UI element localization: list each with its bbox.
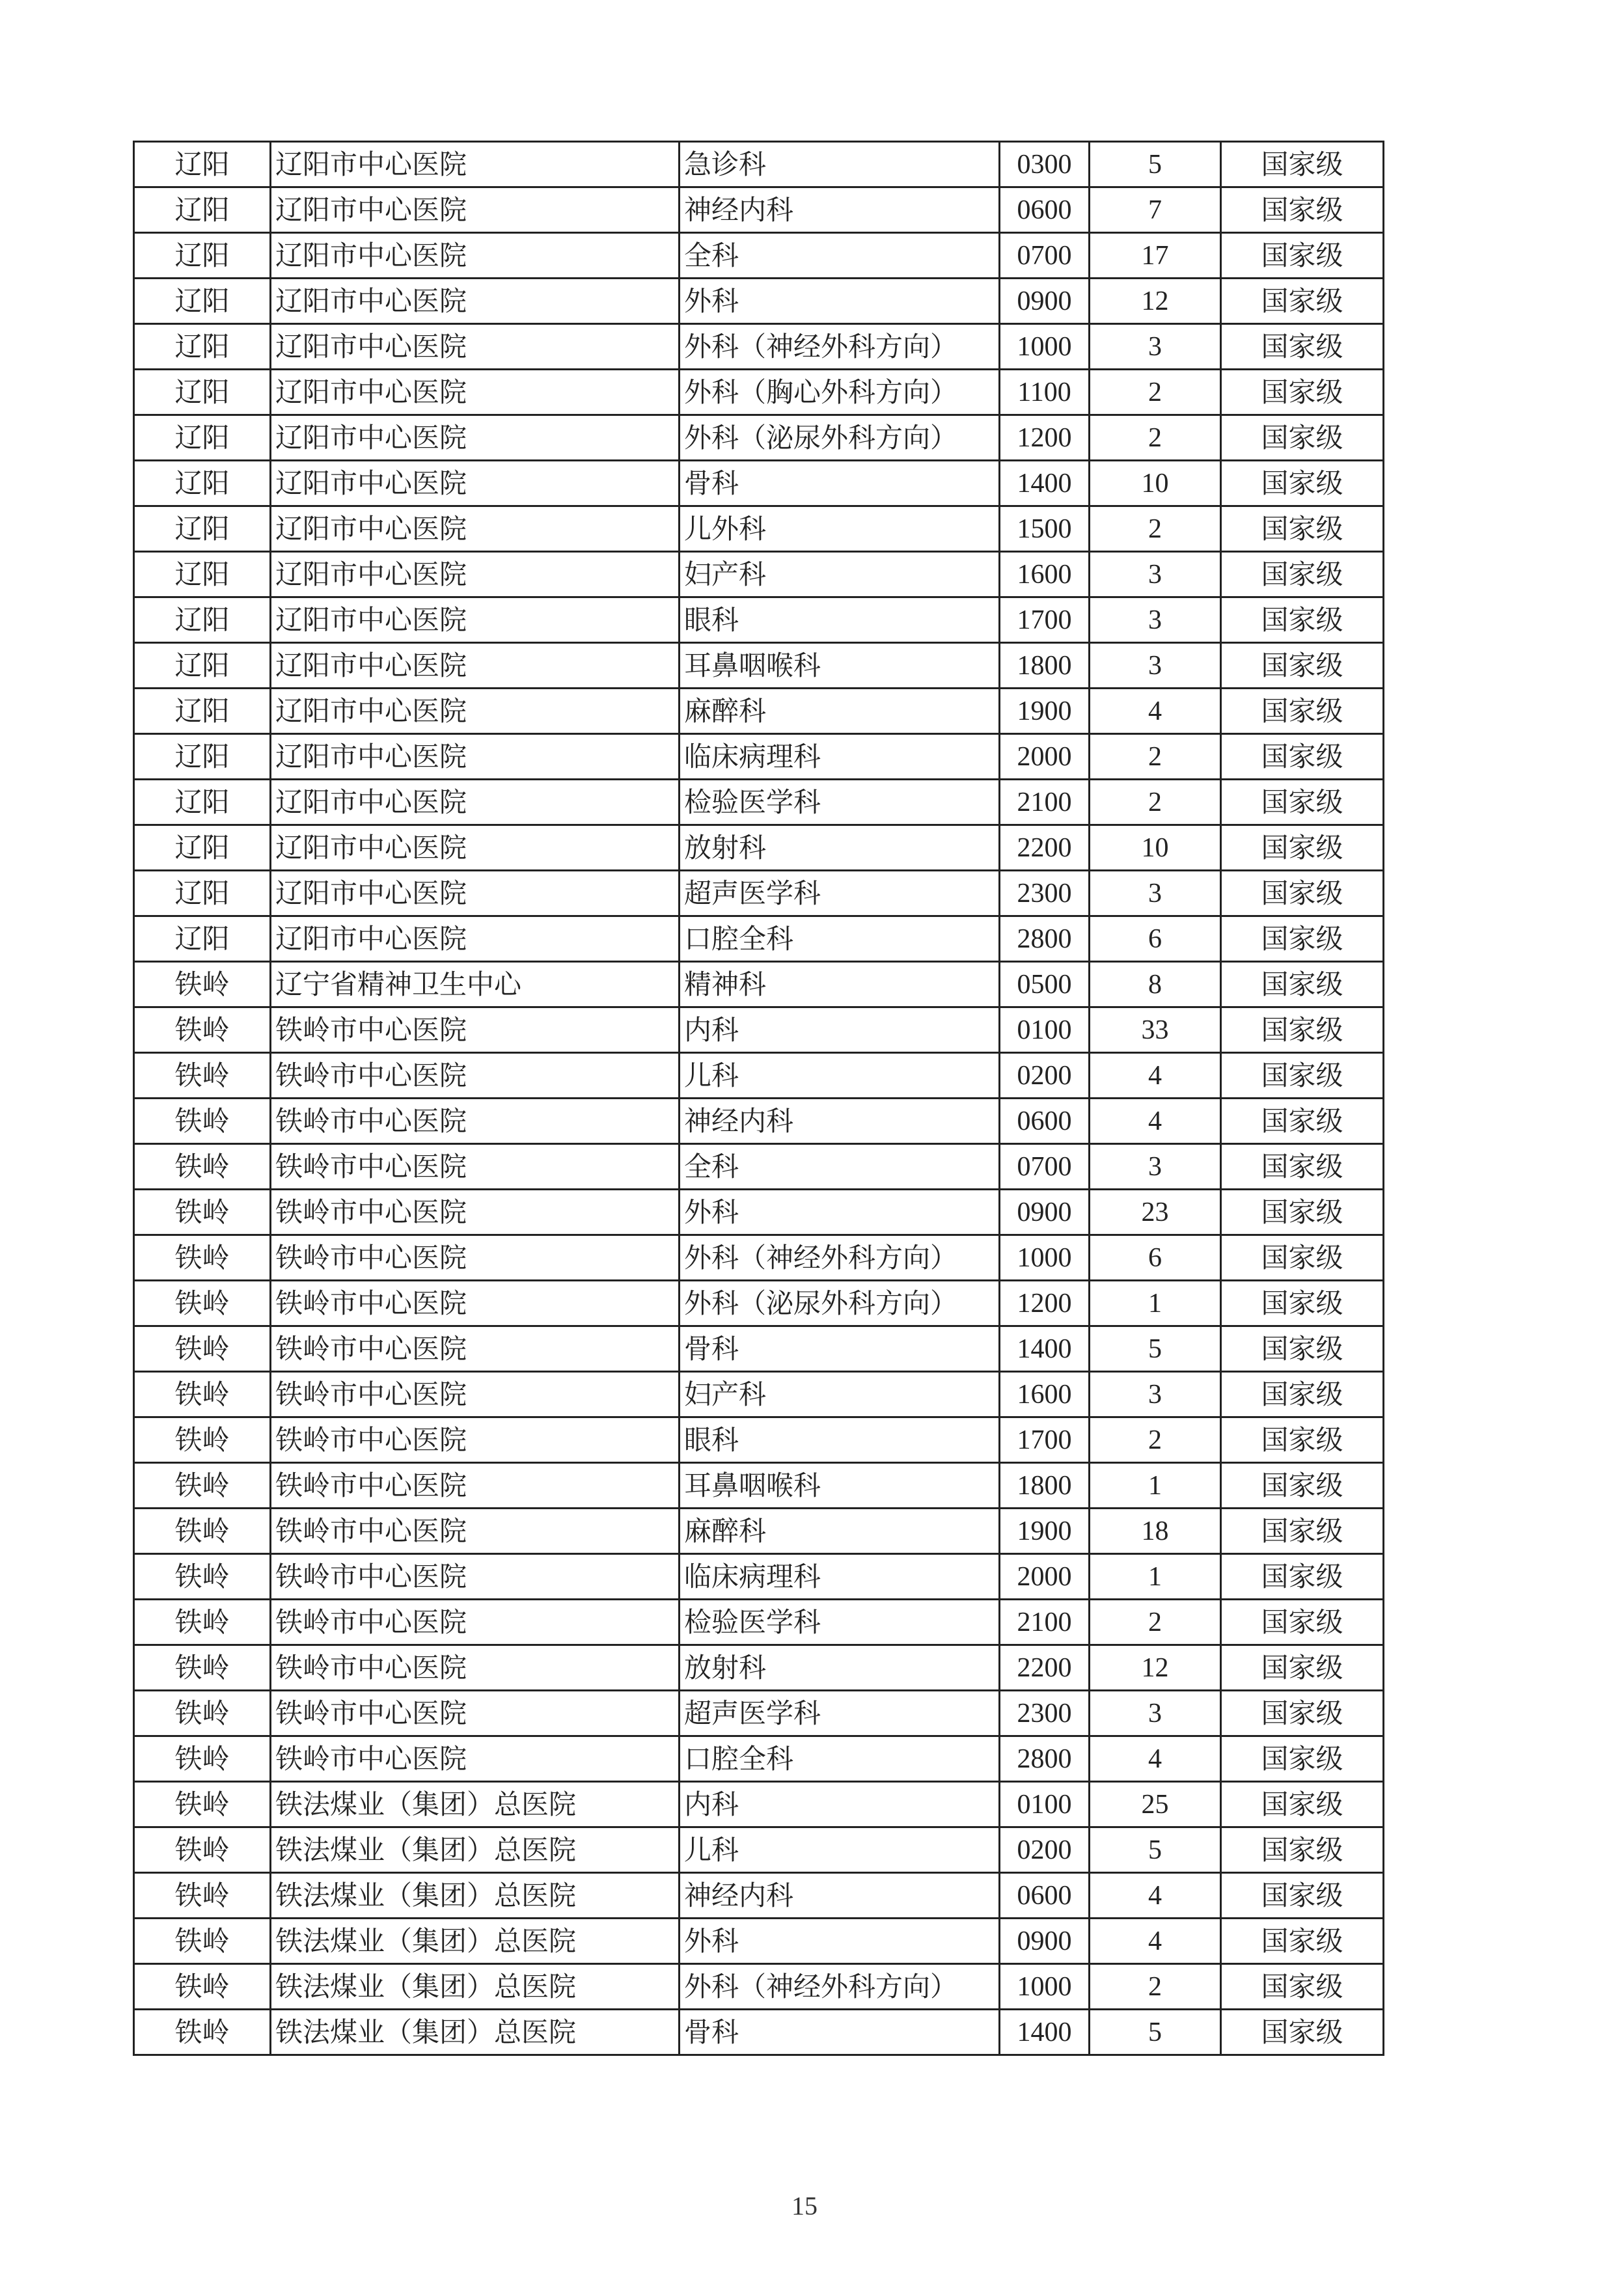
table-row bbox=[134, 1190, 1384, 1235]
quota-cell: 18 bbox=[1090, 1509, 1221, 1554]
code-cell: 1600 bbox=[1000, 552, 1090, 597]
department-cell: 临床病理科 bbox=[680, 1554, 1000, 1600]
city-cell: 铁岭 bbox=[134, 1509, 271, 1554]
hospital-cell: 辽阳市中心医院 bbox=[271, 597, 680, 643]
quota-cell: 5 bbox=[1090, 1326, 1221, 1372]
city-cell: 铁岭 bbox=[134, 1782, 271, 1827]
department-cell: 外科（神经外科方向） bbox=[680, 1235, 1000, 1281]
hospital-cell: 铁法煤业（集团）总医院 bbox=[271, 1919, 680, 1964]
hospital-cell: 铁法煤业（集团）总医院 bbox=[271, 1782, 680, 1827]
city-cell: 辽阳 bbox=[134, 597, 271, 643]
table-row bbox=[134, 1600, 1384, 1645]
code-cell: 2100 bbox=[1000, 1600, 1090, 1645]
hospital-cell: 铁岭市中心医院 bbox=[271, 1554, 680, 1600]
level-cell: 国家级 bbox=[1221, 1691, 1384, 1736]
hospital-cell: 辽阳市中心医院 bbox=[271, 506, 680, 552]
table-row bbox=[134, 1827, 1384, 1873]
quota-cell: 3 bbox=[1090, 552, 1221, 597]
quota-cell: 17 bbox=[1090, 233, 1221, 279]
table-row bbox=[134, 1099, 1384, 1144]
department-cell: 儿外科 bbox=[680, 506, 1000, 552]
city-cell: 铁岭 bbox=[134, 1281, 271, 1326]
quota-cell: 5 bbox=[1090, 1827, 1221, 1873]
quota-cell: 6 bbox=[1090, 1235, 1221, 1281]
table-row bbox=[134, 643, 1384, 689]
department-cell: 神经内科 bbox=[680, 187, 1000, 233]
quota-cell: 2 bbox=[1090, 370, 1221, 415]
level-cell: 国家级 bbox=[1221, 1235, 1384, 1281]
table-row bbox=[134, 597, 1384, 643]
city-cell: 辽阳 bbox=[134, 916, 271, 962]
level-cell: 国家级 bbox=[1221, 1417, 1384, 1463]
level-cell: 国家级 bbox=[1221, 597, 1384, 643]
table-row bbox=[134, 552, 1384, 597]
city-cell: 铁岭 bbox=[134, 1736, 271, 1782]
city-cell: 辽阳 bbox=[134, 734, 271, 780]
hospital-cell: 辽阳市中心医院 bbox=[271, 734, 680, 780]
code-cell: 0900 bbox=[1000, 1190, 1090, 1235]
hospital-cell: 辽阳市中心医院 bbox=[271, 552, 680, 597]
table-row bbox=[134, 1919, 1384, 1964]
city-cell: 铁岭 bbox=[134, 1873, 271, 1919]
code-cell: 1800 bbox=[1000, 643, 1090, 689]
table-row bbox=[134, 1509, 1384, 1554]
code-cell: 0700 bbox=[1000, 233, 1090, 279]
department-cell: 妇产科 bbox=[680, 1372, 1000, 1417]
department-cell: 超声医学科 bbox=[680, 871, 1000, 916]
code-cell: 0100 bbox=[1000, 1782, 1090, 1827]
quota-cell: 1 bbox=[1090, 1463, 1221, 1509]
city-cell: 铁岭 bbox=[134, 1417, 271, 1463]
department-cell: 内科 bbox=[680, 1007, 1000, 1053]
city-cell: 铁岭 bbox=[134, 1190, 271, 1235]
table-row bbox=[134, 1554, 1384, 1600]
table-row bbox=[134, 1144, 1384, 1190]
department-cell: 全科 bbox=[680, 233, 1000, 279]
quota-cell: 10 bbox=[1090, 825, 1221, 871]
hospital-cell: 辽阳市中心医院 bbox=[271, 370, 680, 415]
level-cell: 国家级 bbox=[1221, 1827, 1384, 1873]
code-cell: 1400 bbox=[1000, 2010, 1090, 2055]
quota-cell: 6 bbox=[1090, 916, 1221, 962]
city-cell: 铁岭 bbox=[134, 962, 271, 1007]
quota-cell: 2 bbox=[1090, 1964, 1221, 2010]
department-cell: 口腔全科 bbox=[680, 1736, 1000, 1782]
table-row bbox=[134, 871, 1384, 916]
department-cell: 麻醉科 bbox=[680, 689, 1000, 734]
level-cell: 国家级 bbox=[1221, 916, 1384, 962]
hospital-cell: 铁岭市中心医院 bbox=[271, 1509, 680, 1554]
level-cell: 国家级 bbox=[1221, 506, 1384, 552]
hospital-cell: 铁岭市中心医院 bbox=[271, 1053, 680, 1099]
department-cell: 妇产科 bbox=[680, 552, 1000, 597]
code-cell: 1500 bbox=[1000, 506, 1090, 552]
level-cell: 国家级 bbox=[1221, 1326, 1384, 1372]
table-row bbox=[134, 916, 1384, 962]
department-cell: 全科 bbox=[680, 1144, 1000, 1190]
code-cell: 0200 bbox=[1000, 1827, 1090, 1873]
department-cell: 骨科 bbox=[680, 1326, 1000, 1372]
table-row bbox=[134, 1736, 1384, 1782]
quota-cell: 8 bbox=[1090, 962, 1221, 1007]
hospital-cell: 铁岭市中心医院 bbox=[271, 1372, 680, 1417]
table-body bbox=[134, 142, 1384, 2055]
code-cell: 1900 bbox=[1000, 1509, 1090, 1554]
code-cell: 1700 bbox=[1000, 597, 1090, 643]
quota-cell: 3 bbox=[1090, 1144, 1221, 1190]
hospital-cell: 铁岭市中心医院 bbox=[271, 1417, 680, 1463]
level-cell: 国家级 bbox=[1221, 962, 1384, 1007]
level-cell: 国家级 bbox=[1221, 1873, 1384, 1919]
city-cell: 辽阳 bbox=[134, 552, 271, 597]
code-cell: 1000 bbox=[1000, 324, 1090, 370]
hospital-cell: 辽阳市中心医院 bbox=[271, 187, 680, 233]
department-cell: 内科 bbox=[680, 1782, 1000, 1827]
department-cell: 外科（神经外科方向） bbox=[680, 324, 1000, 370]
department-cell: 麻醉科 bbox=[680, 1509, 1000, 1554]
quota-cell: 2 bbox=[1090, 1417, 1221, 1463]
code-cell: 2200 bbox=[1000, 1645, 1090, 1691]
table-row bbox=[134, 187, 1384, 233]
hospital-cell: 辽阳市中心医院 bbox=[271, 643, 680, 689]
city-cell: 辽阳 bbox=[134, 370, 271, 415]
department-cell: 眼科 bbox=[680, 597, 1000, 643]
code-cell: 1600 bbox=[1000, 1372, 1090, 1417]
code-cell: 2300 bbox=[1000, 1691, 1090, 1736]
hospital-cell: 辽阳市中心医院 bbox=[271, 324, 680, 370]
quota-cell: 3 bbox=[1090, 1691, 1221, 1736]
level-cell: 国家级 bbox=[1221, 780, 1384, 825]
level-cell: 国家级 bbox=[1221, 1600, 1384, 1645]
table-row bbox=[134, 825, 1384, 871]
table-row bbox=[134, 1326, 1384, 1372]
table-row bbox=[134, 415, 1384, 461]
table-row bbox=[134, 1417, 1384, 1463]
city-cell: 辽阳 bbox=[134, 415, 271, 461]
level-cell: 国家级 bbox=[1221, 461, 1384, 506]
level-cell: 国家级 bbox=[1221, 734, 1384, 780]
city-cell: 辽阳 bbox=[134, 643, 271, 689]
level-cell: 国家级 bbox=[1221, 142, 1384, 187]
department-cell: 骨科 bbox=[680, 461, 1000, 506]
city-cell: 辽阳 bbox=[134, 825, 271, 871]
code-cell: 0100 bbox=[1000, 1007, 1090, 1053]
city-cell: 辽阳 bbox=[134, 780, 271, 825]
quota-cell: 2 bbox=[1090, 780, 1221, 825]
quota-cell: 2 bbox=[1090, 415, 1221, 461]
code-cell: 1900 bbox=[1000, 689, 1090, 734]
level-cell: 国家级 bbox=[1221, 370, 1384, 415]
city-cell: 铁岭 bbox=[134, 1827, 271, 1873]
table-row bbox=[134, 142, 1384, 187]
code-cell: 0200 bbox=[1000, 1053, 1090, 1099]
table-row bbox=[134, 1873, 1384, 1919]
quota-cell: 33 bbox=[1090, 1007, 1221, 1053]
table-row bbox=[134, 1281, 1384, 1326]
city-cell: 铁岭 bbox=[134, 1600, 271, 1645]
quota-cell: 12 bbox=[1090, 1645, 1221, 1691]
level-cell: 国家级 bbox=[1221, 1964, 1384, 2010]
level-cell: 国家级 bbox=[1221, 643, 1384, 689]
table-row bbox=[134, 1053, 1384, 1099]
quota-cell: 2 bbox=[1090, 734, 1221, 780]
quota-cell: 3 bbox=[1090, 871, 1221, 916]
hospital-cell: 铁岭市中心医院 bbox=[271, 1463, 680, 1509]
quota-cell: 4 bbox=[1090, 1099, 1221, 1144]
city-cell: 辽阳 bbox=[134, 461, 271, 506]
department-cell: 外科 bbox=[680, 279, 1000, 324]
level-cell: 国家级 bbox=[1221, 1281, 1384, 1326]
city-cell: 铁岭 bbox=[134, 1007, 271, 1053]
city-cell: 铁岭 bbox=[134, 1372, 271, 1417]
table-row bbox=[134, 233, 1384, 279]
department-cell: 骨科 bbox=[680, 2010, 1000, 2055]
code-cell: 1400 bbox=[1000, 1326, 1090, 1372]
city-cell: 铁岭 bbox=[134, 1326, 271, 1372]
quota-cell: 4 bbox=[1090, 1736, 1221, 1782]
hospital-cell: 辽阳市中心医院 bbox=[271, 279, 680, 324]
code-cell: 1000 bbox=[1000, 1235, 1090, 1281]
code-cell: 0600 bbox=[1000, 1873, 1090, 1919]
table-row bbox=[134, 1782, 1384, 1827]
level-cell: 国家级 bbox=[1221, 279, 1384, 324]
department-cell: 急诊科 bbox=[680, 142, 1000, 187]
level-cell: 国家级 bbox=[1221, 1372, 1384, 1417]
code-cell: 0900 bbox=[1000, 1919, 1090, 1964]
code-cell: 1100 bbox=[1000, 370, 1090, 415]
quota-cell: 2 bbox=[1090, 1600, 1221, 1645]
table-row bbox=[134, 1235, 1384, 1281]
table-row bbox=[134, 324, 1384, 370]
level-cell: 国家级 bbox=[1221, 1554, 1384, 1600]
table-row bbox=[134, 1007, 1384, 1053]
hospital-cell: 铁法煤业（集团）总医院 bbox=[271, 1964, 680, 2010]
department-cell: 检验医学科 bbox=[680, 780, 1000, 825]
department-cell: 精神科 bbox=[680, 962, 1000, 1007]
quota-cell: 1 bbox=[1090, 1554, 1221, 1600]
table-row bbox=[134, 962, 1384, 1007]
code-cell: 2100 bbox=[1000, 780, 1090, 825]
hospital-cell: 铁岭市中心医院 bbox=[271, 1736, 680, 1782]
code-cell: 1000 bbox=[1000, 1964, 1090, 2010]
quota-cell: 5 bbox=[1090, 2010, 1221, 2055]
city-cell: 铁岭 bbox=[134, 1235, 271, 1281]
level-cell: 国家级 bbox=[1221, 825, 1384, 871]
table-row bbox=[134, 780, 1384, 825]
department-cell: 外科（泌尿外科方向） bbox=[680, 1281, 1000, 1326]
hospital-cell: 铁岭市中心医院 bbox=[271, 1235, 680, 1281]
code-cell: 1400 bbox=[1000, 461, 1090, 506]
level-cell: 国家级 bbox=[1221, 2010, 1384, 2055]
city-cell: 辽阳 bbox=[134, 689, 271, 734]
code-cell: 0900 bbox=[1000, 279, 1090, 324]
code-cell: 1200 bbox=[1000, 1281, 1090, 1326]
hospital-cell: 辽阳市中心医院 bbox=[271, 825, 680, 871]
hospital-cell: 铁岭市中心医院 bbox=[271, 1645, 680, 1691]
code-cell: 2800 bbox=[1000, 916, 1090, 962]
hospital-cell: 辽阳市中心医院 bbox=[271, 780, 680, 825]
department-cell: 耳鼻咽喉科 bbox=[680, 1463, 1000, 1509]
code-cell: 2200 bbox=[1000, 825, 1090, 871]
code-cell: 2000 bbox=[1000, 1554, 1090, 1600]
city-cell: 辽阳 bbox=[134, 324, 271, 370]
city-cell: 铁岭 bbox=[134, 1463, 271, 1509]
department-cell: 眼科 bbox=[680, 1417, 1000, 1463]
code-cell: 0600 bbox=[1000, 187, 1090, 233]
department-cell: 外科 bbox=[680, 1190, 1000, 1235]
quota-cell: 10 bbox=[1090, 461, 1221, 506]
table-row bbox=[134, 1964, 1384, 2010]
level-cell: 国家级 bbox=[1221, 1463, 1384, 1509]
department-cell: 外科（神经外科方向） bbox=[680, 1964, 1000, 2010]
code-cell: 2000 bbox=[1000, 734, 1090, 780]
hospital-cell: 铁法煤业（集团）总医院 bbox=[271, 2010, 680, 2055]
level-cell: 国家级 bbox=[1221, 1053, 1384, 1099]
hospital-cell: 辽阳市中心医院 bbox=[271, 871, 680, 916]
hospital-cell: 铁岭市中心医院 bbox=[271, 1144, 680, 1190]
table-row bbox=[134, 1645, 1384, 1691]
code-cell: 0700 bbox=[1000, 1144, 1090, 1190]
department-cell: 外科 bbox=[680, 1919, 1000, 1964]
page-number: 15 bbox=[791, 2191, 818, 2221]
hospital-cell: 铁岭市中心医院 bbox=[271, 1600, 680, 1645]
table-row bbox=[134, 689, 1384, 734]
department-cell: 儿科 bbox=[680, 1827, 1000, 1873]
quota-cell: 25 bbox=[1090, 1782, 1221, 1827]
city-cell: 铁岭 bbox=[134, 2010, 271, 2055]
code-cell: 1700 bbox=[1000, 1417, 1090, 1463]
level-cell: 国家级 bbox=[1221, 552, 1384, 597]
level-cell: 国家级 bbox=[1221, 1736, 1384, 1782]
code-cell: 0300 bbox=[1000, 142, 1090, 187]
level-cell: 国家级 bbox=[1221, 1782, 1384, 1827]
department-cell: 神经内科 bbox=[680, 1099, 1000, 1144]
table-row bbox=[134, 2010, 1384, 2055]
code-cell: 1800 bbox=[1000, 1463, 1090, 1509]
code-cell: 2300 bbox=[1000, 871, 1090, 916]
level-cell: 国家级 bbox=[1221, 187, 1384, 233]
quota-cell: 4 bbox=[1090, 689, 1221, 734]
city-cell: 辽阳 bbox=[134, 506, 271, 552]
table-row bbox=[134, 1463, 1384, 1509]
city-cell: 铁岭 bbox=[134, 1554, 271, 1600]
code-cell: 1200 bbox=[1000, 415, 1090, 461]
city-cell: 辽阳 bbox=[134, 233, 271, 279]
level-cell: 国家级 bbox=[1221, 233, 1384, 279]
hospital-cell: 铁岭市中心医院 bbox=[271, 1281, 680, 1326]
level-cell: 国家级 bbox=[1221, 1144, 1384, 1190]
level-cell: 国家级 bbox=[1221, 871, 1384, 916]
department-cell: 临床病理科 bbox=[680, 734, 1000, 780]
hospital-cell: 铁岭市中心医院 bbox=[271, 1326, 680, 1372]
quota-cell: 3 bbox=[1090, 324, 1221, 370]
code-cell: 2800 bbox=[1000, 1736, 1090, 1782]
level-cell: 国家级 bbox=[1221, 324, 1384, 370]
level-cell: 国家级 bbox=[1221, 1007, 1384, 1053]
code-cell: 0500 bbox=[1000, 962, 1090, 1007]
city-cell: 铁岭 bbox=[134, 1099, 271, 1144]
hospital-cell: 铁法煤业（集团）总医院 bbox=[271, 1827, 680, 1873]
level-cell: 国家级 bbox=[1221, 689, 1384, 734]
code-cell: 0600 bbox=[1000, 1099, 1090, 1144]
department-cell: 耳鼻咽喉科 bbox=[680, 643, 1000, 689]
quota-cell: 2 bbox=[1090, 506, 1221, 552]
table-row bbox=[134, 1691, 1384, 1736]
department-cell: 超声医学科 bbox=[680, 1691, 1000, 1736]
hospital-cell: 铁法煤业（集团）总医院 bbox=[271, 1873, 680, 1919]
table-row bbox=[134, 1372, 1384, 1417]
city-cell: 辽阳 bbox=[134, 871, 271, 916]
hospital-cell: 辽阳市中心医院 bbox=[271, 415, 680, 461]
department-cell: 放射科 bbox=[680, 825, 1000, 871]
city-cell: 铁岭 bbox=[134, 1919, 271, 1964]
department-cell: 口腔全科 bbox=[680, 916, 1000, 962]
department-cell: 检验医学科 bbox=[680, 1600, 1000, 1645]
table-row bbox=[134, 461, 1384, 506]
level-cell: 国家级 bbox=[1221, 1645, 1384, 1691]
city-cell: 铁岭 bbox=[134, 1144, 271, 1190]
city-cell: 铁岭 bbox=[134, 1691, 271, 1736]
department-cell: 神经内科 bbox=[680, 1873, 1000, 1919]
quota-cell: 5 bbox=[1090, 142, 1221, 187]
level-cell: 国家级 bbox=[1221, 1190, 1384, 1235]
table-row bbox=[134, 370, 1384, 415]
level-cell: 国家级 bbox=[1221, 1919, 1384, 1964]
hospital-cell: 辽阳市中心医院 bbox=[271, 461, 680, 506]
hospital-cell: 铁岭市中心医院 bbox=[271, 1007, 680, 1053]
quota-cell: 3 bbox=[1090, 643, 1221, 689]
table-row bbox=[134, 279, 1384, 324]
city-cell: 铁岭 bbox=[134, 1645, 271, 1691]
hospital-cell: 铁岭市中心医院 bbox=[271, 1691, 680, 1736]
hospital-cell: 铁岭市中心医院 bbox=[271, 1190, 680, 1235]
hospital-cell: 辽阳市中心医院 bbox=[271, 233, 680, 279]
hospital-cell: 辽阳市中心医院 bbox=[271, 142, 680, 187]
level-cell: 国家级 bbox=[1221, 1099, 1384, 1144]
department-cell: 外科（胸心外科方向） bbox=[680, 370, 1000, 415]
department-cell: 放射科 bbox=[680, 1645, 1000, 1691]
hospital-cell: 辽阳市中心医院 bbox=[271, 689, 680, 734]
quota-cell: 1 bbox=[1090, 1281, 1221, 1326]
city-cell: 铁岭 bbox=[134, 1964, 271, 2010]
quota-cell: 3 bbox=[1090, 1372, 1221, 1417]
quota-cell: 3 bbox=[1090, 597, 1221, 643]
city-cell: 辽阳 bbox=[134, 187, 271, 233]
hospital-cell: 辽宁省精神卫生中心 bbox=[271, 962, 680, 1007]
level-cell: 国家级 bbox=[1221, 1509, 1384, 1554]
department-cell: 外科（泌尿外科方向） bbox=[680, 415, 1000, 461]
city-cell: 辽阳 bbox=[134, 279, 271, 324]
quota-cell: 4 bbox=[1090, 1919, 1221, 1964]
hospital-cell: 辽阳市中心医院 bbox=[271, 916, 680, 962]
quota-cell: 7 bbox=[1090, 187, 1221, 233]
level-cell: 国家级 bbox=[1221, 415, 1384, 461]
city-cell: 铁岭 bbox=[134, 1053, 271, 1099]
hospital-cell: 铁岭市中心医院 bbox=[271, 1099, 680, 1144]
table-row bbox=[134, 506, 1384, 552]
quota-cell: 23 bbox=[1090, 1190, 1221, 1235]
quota-cell: 4 bbox=[1090, 1053, 1221, 1099]
quota-cell: 4 bbox=[1090, 1873, 1221, 1919]
quota-cell: 12 bbox=[1090, 279, 1221, 324]
department-cell: 儿科 bbox=[680, 1053, 1000, 1099]
quota-table bbox=[133, 141, 1384, 2056]
table-row bbox=[134, 734, 1384, 780]
city-cell: 辽阳 bbox=[134, 142, 271, 187]
